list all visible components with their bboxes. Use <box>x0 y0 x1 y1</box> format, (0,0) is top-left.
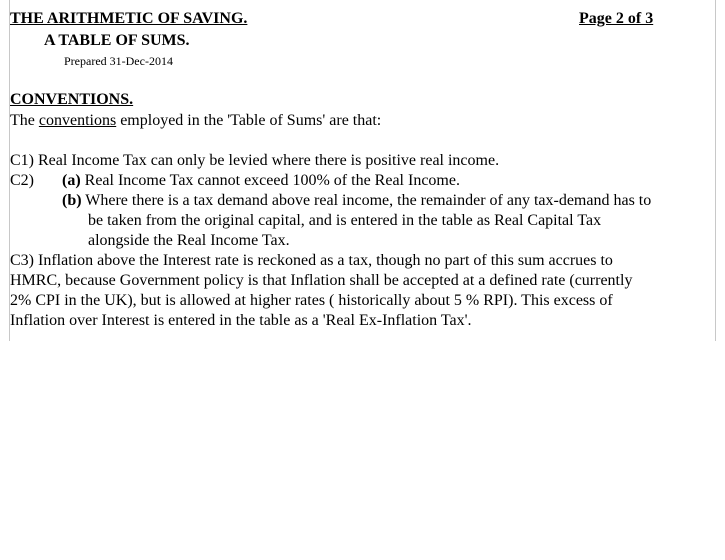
convention-c3-line4: Inflation over Interest is entered in the table as a 'Real Ex-Inflation Tax'. <box>10 312 472 329</box>
document-title: THE ARITHMETIC OF SAVING. <box>10 10 248 27</box>
page-number: Page 2 of 3 <box>579 10 654 27</box>
convention-c3-line2: HMRC, because Government policy is that Inflation shall be accepted at a defined rate (currently <box>10 272 633 289</box>
c2b-marker: (b) <box>62 192 82 209</box>
c2a-marker: (a) <box>62 172 81 189</box>
convention-c1: C1) Real Income Tax can only be levied where there is positive real income. <box>10 152 500 169</box>
conventions-intro <box>10 111 381 131</box>
intro-keyword: conventions <box>38 112 117 129</box>
c2b-text-line2: be taken from the original capital, and is entered in the table as Real Capital Tax <box>88 212 602 229</box>
c2b-text-line1: Where there is a tax demand above real income, the remainder of any tax-demand has to <box>81 192 652 209</box>
conventions-heading: CONVENTIONS. <box>10 91 134 108</box>
convention-c3-line1: C3) Inflation above the Interest rate is reckoned as a tax, though no part of this sum accrues to <box>10 252 613 269</box>
c2a-text: Real Income Tax cannot exceed 100% of the Real Income. <box>80 172 460 189</box>
intro-after: employed in the 'Table of Sums' are that: <box>116 112 382 129</box>
convention-c2-label: C2) <box>10 172 34 189</box>
convention-c2a <box>62 171 460 191</box>
page-right-border <box>715 0 716 341</box>
convention-c2b <box>62 191 651 211</box>
prepared-date: Prepared 31-Dec-2014 <box>64 54 173 68</box>
document-subtitle: A TABLE OF SUMS. <box>44 32 190 49</box>
intro-before: The <box>10 112 39 129</box>
c2b-text-line3: alongside the Real Income Tax. <box>88 232 290 249</box>
convention-c3-line3: 2% CPI in the UK), but is allowed at higher rates ( historically about 5 % RPI). This excess of <box>10 292 613 309</box>
